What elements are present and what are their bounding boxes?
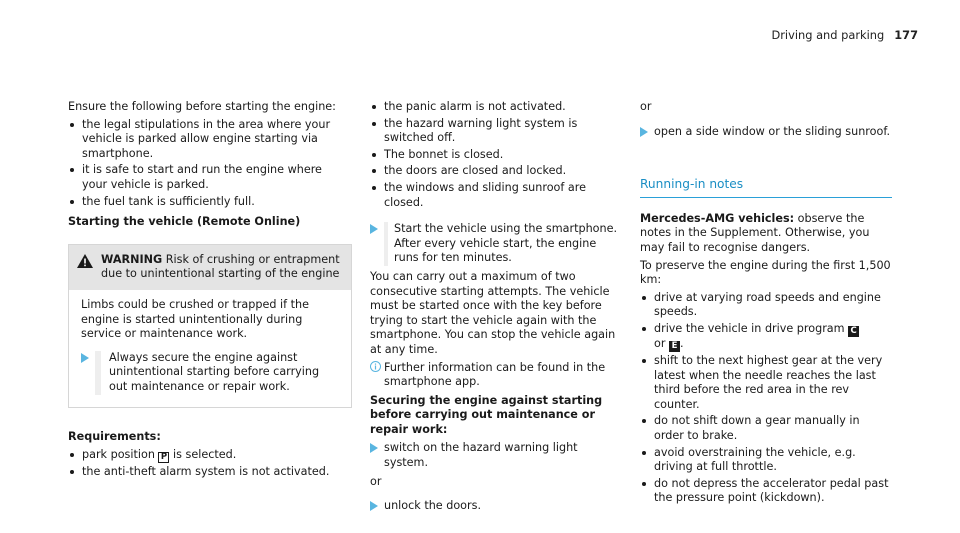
bullet-icon — [372, 122, 376, 126]
step-result: After every vehicle start, the engine runs for ten minutes. — [394, 236, 597, 265]
precondition-list — [68, 118, 350, 210]
list-item: the hazard warning light system is switched off. — [370, 117, 622, 146]
page-header — [771, 28, 918, 43]
list-item: do not depress the accelerator pedal past the pressure point (kickdown). — [640, 477, 892, 506]
list-item: shift to the next highest gear at the very latest when the needle reaches the last third before the red area in the rev counter. — [640, 354, 892, 412]
step-text: unlock the doors. — [384, 499, 482, 513]
bullet-icon — [70, 168, 74, 172]
bullet-icon — [642, 419, 646, 423]
list-item: the legal stipulations in the area where your vehicle is parked allow engine starting via smartphone. — [68, 118, 350, 162]
bullet-icon — [642, 482, 646, 486]
warning-title: WARNING Risk of crushing or entrapment due to unintentional starting of the engine — [101, 252, 340, 281]
warning-label: WARNING — [101, 252, 163, 266]
bullet-icon — [70, 453, 74, 457]
list-item: the anti-theft alarm system is not activated. — [68, 465, 350, 480]
bullet-icon — [642, 327, 646, 331]
running-header: Driving and parking — [771, 28, 885, 42]
running-in-list — [640, 291, 892, 506]
column-middle — [370, 100, 622, 518]
step-arrow-icon — [640, 125, 654, 140]
requirements-list — [68, 448, 350, 480]
info-text: Further information can be found in the smartphone app. — [384, 360, 606, 389]
drive-program-c-icon: C — [848, 326, 859, 337]
warning-step-text: Always secure the engine against unintentional starting before carrying out maintenance or repair work. — [95, 351, 339, 395]
list-item: park position P is selected. — [68, 448, 350, 463]
precondition-list-2 — [370, 100, 622, 210]
step-arrow-icon — [370, 499, 384, 514]
step-text: switch on the hazard warning light system. — [384, 441, 578, 470]
or-text: or — [370, 474, 382, 488]
warning-box — [68, 244, 352, 408]
list-item: The bonnet is closed. — [370, 148, 622, 163]
bullet-icon — [372, 105, 376, 109]
step-text: Start the vehicle using the smartphone. — [394, 222, 618, 236]
warning-header — [69, 245, 351, 290]
amg-note: Mercedes-AMG vehicles: observe the notes in the Supplement. Otherwise, you may fail to recognise dangers. — [640, 211, 870, 254]
warning-body — [69, 290, 351, 407]
step-arrow-icon — [81, 351, 95, 395]
bullet-icon — [372, 186, 376, 190]
bullet-icon — [372, 169, 376, 173]
instruction-step — [370, 222, 622, 266]
column-left — [68, 100, 350, 483]
list-item: the windows and sliding sunroof are closed. — [370, 181, 622, 210]
list-item: the fuel tank is sufficiently full. — [68, 195, 350, 210]
list-item: it is safe to start and run the engine where your vehicle is parked. — [68, 163, 350, 192]
bullet-icon — [642, 296, 646, 300]
section-title: Running-in notes — [640, 177, 892, 198]
list-item: the panic alarm is not activated. — [370, 100, 622, 115]
step-arrow-icon — [370, 222, 384, 266]
column-right — [640, 100, 892, 509]
page-number: 177 — [894, 28, 918, 42]
bullet-icon — [642, 451, 646, 455]
section-heading: Starting the vehicle (Remote Online) — [68, 215, 301, 229]
bullet-icon — [70, 123, 74, 127]
step-arrow-icon — [370, 441, 384, 470]
warning-text: Limbs could be crushed or trapped if the engine is started unintentionally during service or maintenance work. — [81, 297, 309, 341]
bullet-icon — [372, 153, 376, 157]
drive-program-e-icon: E — [669, 341, 680, 352]
intro-text: Ensure the following before starting the engine: — [68, 100, 336, 113]
section-heading: Securing the engine against starting before carrying out maintenance or repair work: — [370, 393, 603, 436]
instruction-step — [370, 499, 622, 514]
list-item: avoid overstraining the vehicle, e.g. driving at full throttle. — [640, 446, 892, 475]
preserve-text: To preserve the engine during the first 1,500 km: — [640, 258, 891, 287]
bullet-icon — [70, 470, 74, 474]
info-note — [370, 361, 622, 390]
or-text: or — [640, 100, 652, 113]
instruction-step — [640, 125, 892, 140]
step-text: open a side window or the sliding sunroof. — [654, 124, 891, 138]
info-icon — [370, 361, 384, 390]
bullet-icon — [70, 200, 74, 204]
warning-triangle-icon — [77, 253, 101, 282]
list-item: drive at varying road speeds and engine speeds. — [640, 291, 892, 320]
list-item: the doors are closed and locked. — [370, 164, 622, 179]
warning-step — [81, 351, 339, 395]
body-text: You can carry out a maximum of two consecutive starting attempts. The vehicle must be started once with the key before trying to start the vehicle again with the smartphone. You can stop the vehicle again at any time. — [370, 269, 616, 356]
list-item: drive the vehicle in drive program C or E . — [640, 322, 892, 352]
instruction-step — [370, 441, 622, 470]
bullet-icon — [642, 359, 646, 363]
park-position-icon: P — [158, 452, 169, 463]
requirements-heading: Requirements: — [68, 429, 161, 443]
list-item: do not shift down a gear manually in order to brake. — [640, 414, 892, 443]
